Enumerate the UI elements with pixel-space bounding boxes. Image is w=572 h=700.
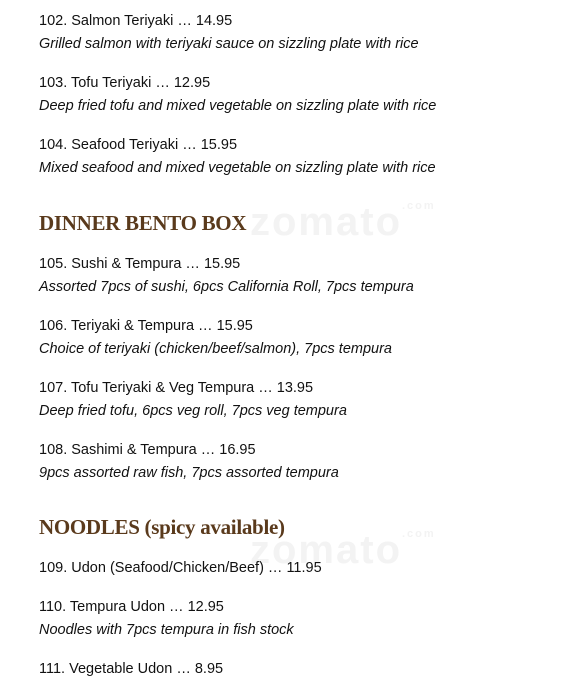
menu-item: [39, 378, 552, 421]
watermark-logo: zomato$^{.com}$: [250, 200, 436, 244]
menu-item: [39, 73, 552, 116]
item-title: 102. Salmon Teriyaki … 14.95: [39, 13, 233, 29]
item-title: 109. Udon (Seafood/Chicken/Beef) … 11.95: [39, 560, 322, 576]
item-title: 104. Seafood Teriyaki … 15.95: [39, 137, 238, 153]
watermark-logo: zomato$^{.com}$: [250, 528, 436, 572]
menu-item: [39, 558, 552, 578]
menu-item: [39, 135, 552, 178]
menu-item: [39, 11, 552, 54]
menu-item: [39, 440, 552, 483]
item-description: Deep fried tofu and mixed vegetable on sizzling plate with rice: [39, 98, 437, 114]
item-description: Grilled salmon with teriyaki sauce on sizzling plate with rice: [39, 36, 419, 52]
item-description: Noodles with 7pcs tempura in fish stock: [39, 622, 294, 638]
item-description: Choice of teriyaki (chicken/beef/salmon), 7pcs tempura: [39, 341, 392, 357]
item-title: 111. Vegetable Udon … 8.95: [39, 661, 224, 677]
item-title: 103. Tofu Teriyaki … 12.95: [39, 75, 211, 91]
menu-item: [39, 254, 552, 297]
section-heading: DINNER BENTO BOX: [39, 211, 247, 235]
menu-item: [39, 316, 552, 359]
menu-item: [39, 659, 552, 679]
menu-item: [39, 597, 552, 640]
item-title: 107. Tofu Teriyaki & Veg Tempura … 13.95: [39, 380, 314, 396]
section-heading: NOODLES (spicy available): [39, 515, 285, 539]
item-title: 110. Tempura Udon … 12.95: [39, 599, 224, 615]
item-title: 105. Sushi & Tempura … 15.95: [39, 256, 241, 272]
item-description: Mixed seafood and mixed vegetable on sizzling plate with rice: [39, 160, 436, 176]
item-description: Deep fried tofu, 6pcs veg roll, 7pcs veg tempura: [39, 403, 347, 419]
item-description: 9pcs assorted raw fish, 7pcs assorted tempura: [39, 465, 339, 481]
item-title: 106. Teriyaki & Tempura … 15.95: [39, 318, 253, 334]
item-description: Assorted 7pcs of sushi, 6pcs California Roll, 7pcs tempura: [39, 279, 414, 295]
item-title: 108. Sashimi & Tempura … 16.95: [39, 442, 256, 458]
